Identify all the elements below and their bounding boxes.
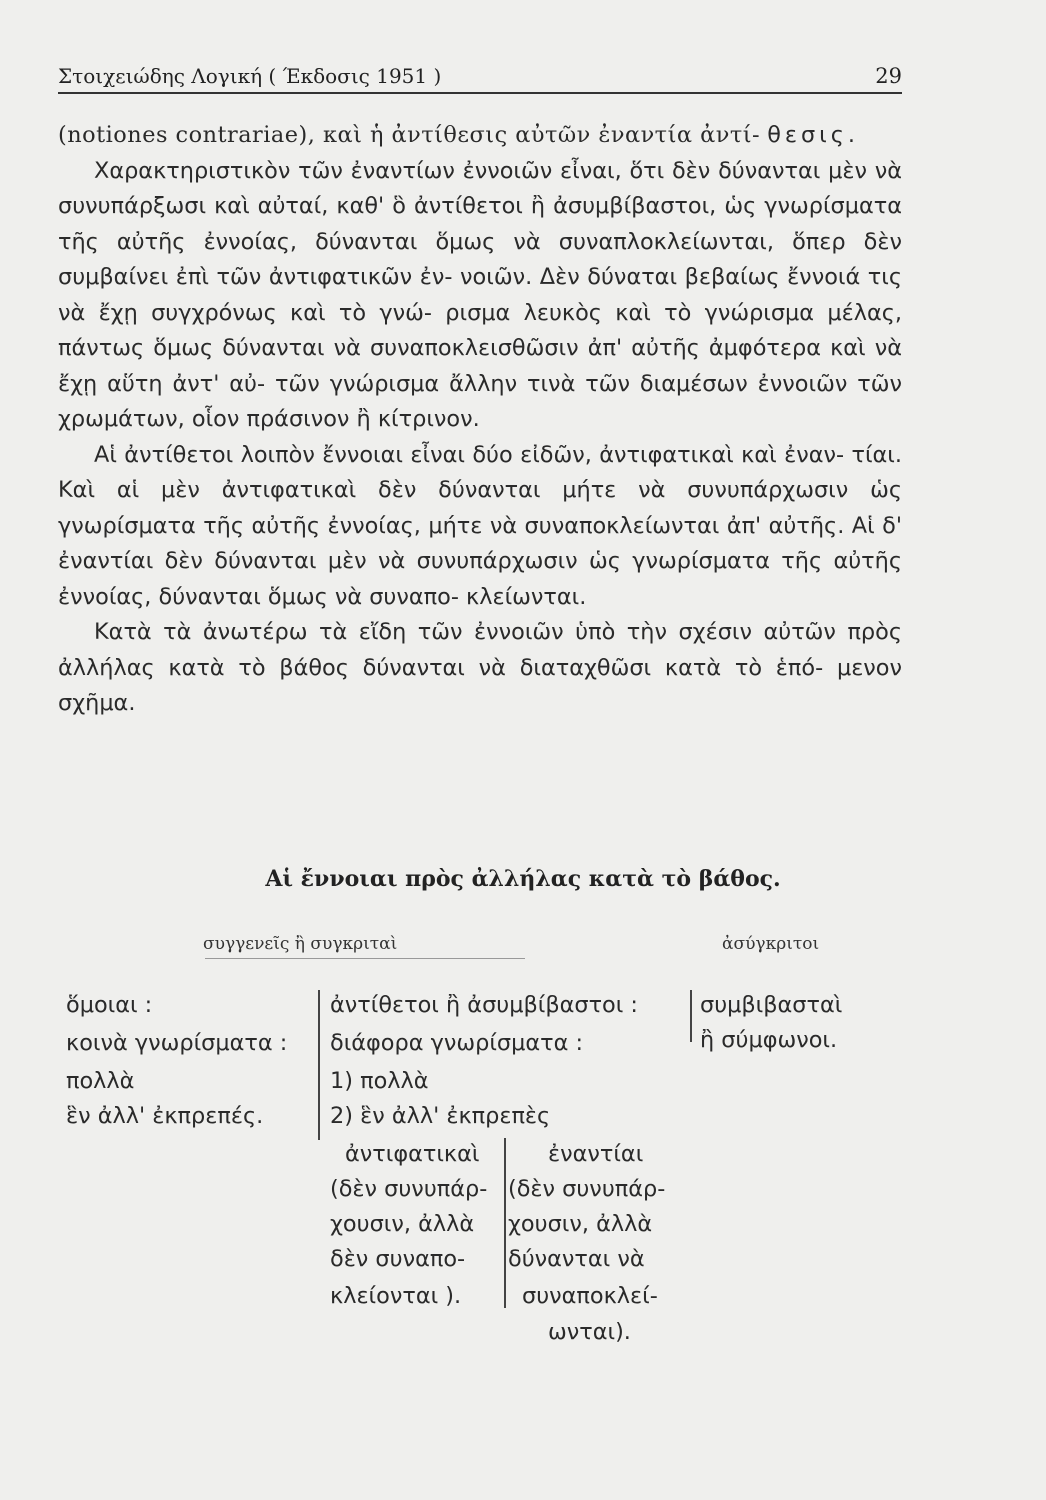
paragraph-characteristic [58, 154, 902, 438]
different-features-label: διάφορα γνωρίσματα : [330, 1030, 583, 1056]
paragraph-scheme-intro [58, 615, 902, 722]
text-line: ὡς γνωρίσματα τῆς αὐτῆς ἐννοίας, δύνανται ὅμως νὰ συναπο- [58, 548, 902, 610]
contrary-line: δύνανται νὰ [508, 1246, 645, 1272]
one-prominent-label: ἓν ἀλλ' ἐκπρεπές. [66, 1103, 264, 1129]
text-line: ὡς γνωρίσματα τῆς αὐτῆς ἐννοίας, μήτε νὰ συναποκλείωνται [58, 477, 902, 539]
contrary-line: ωνται). [548, 1319, 631, 1345]
contradictory-line: (δὲν συνυπάρ- [330, 1176, 488, 1202]
divider-subcols [504, 1138, 506, 1308]
text-line: τίαι. Καὶ αἱ μὲν ἀντιφατικαὶ δὲν δύνανται μήτε νὰ συνυπάρχωσιν [58, 441, 902, 503]
contrary-line: χουσιν, ἀλλὰ [508, 1211, 653, 1237]
text-line: μενον σχῆμα. [58, 654, 903, 716]
text-line: Χαρακτηριστικὸν τῶν ἐναντίων ἐννοιῶν εἶναι, ὅτι δὲν δύνανται [94, 157, 821, 184]
one-prominent-item: 2) ἓν ἀλλ' ἐκπρεπὲς [330, 1103, 551, 1129]
text-line: νοιῶν. Δὲν δύναται βεβαίως ἔννοιά τις νὰ ἔχῃ συγχρόνως καὶ τὸ γνώ- [58, 264, 903, 326]
similar-label: ὅμοιαι : [66, 992, 153, 1018]
contrary-head: ἐναντίαι [548, 1141, 644, 1167]
paragraph-contrary-notions [58, 118, 902, 154]
compatible-label: συμβιβασταὶ [700, 992, 843, 1018]
text-line: πρὸς ἀλλήλας κατὰ τὸ βάθος δύνανται νὰ διαταχθῶσι κατὰ τὸ ἑπό- [58, 619, 902, 681]
divider-col3 [690, 990, 692, 1042]
text-line: νὰ συναπλοκλείωνται, ὅπερ δὲν συμβαίνει ἐπὶ τῶν ἀντιφατικῶν ἐν- [58, 228, 902, 290]
head-underline [205, 958, 525, 959]
many-label: πολλὰ [66, 1068, 135, 1094]
text-line: νὰ συναποκλεισθῶσιν ἀπ' αὐτῆς ἀμφότερα καὶ νὰ ἔχῃ αὕτη ἀντ' αὐ- [58, 335, 903, 397]
many-item: 1) πολλὰ [330, 1068, 429, 1094]
text-line: κλείωνται. [466, 583, 587, 610]
concordant-label: ἢ σύμφωνοι. [700, 1027, 838, 1053]
text-line: Κατὰ τὰ ἀνωτέρω τὰ εἴδη τῶν ἐννοιῶν ὑπὸ τὴν σχέσιν αὐτῶν [94, 619, 836, 645]
contradictory-head: ἀντιφατικαὶ [345, 1141, 480, 1167]
figure-caption: Αἱ ἔννοιαι πρὸς ἀλλήλας κατὰ τὸ βάθος. [265, 866, 781, 892]
common-features-label: κοινὰ γνωρίσματα : [66, 1030, 288, 1056]
text-line: ὡς γνωρίσματα τῆς αὐτῆς ἐννοίας, δύνανται ὅμως [58, 193, 902, 255]
column-head-related: συγγενεῖς ἢ συγκριταὶ [203, 934, 398, 954]
contrary-line: συναποκλεί- [522, 1283, 658, 1309]
running-header [58, 52, 902, 94]
text-line: θεσις. [767, 122, 860, 148]
contradictory-line: κλείονται ). [330, 1283, 462, 1309]
page-number: 29 [875, 64, 902, 88]
text-line: Αἱ ἀντίθετοι λοιπὸν ἔννοιαι εἶναι δύο εἰδῶν, ἀντιφατικαὶ καὶ ἐναν- [94, 441, 845, 468]
contradictory-line: χουσιν, ἀλλὰ [330, 1211, 475, 1237]
book-title: Στοιχειώδης Λογική ( Έκδοσις 1951 ) [58, 64, 442, 88]
body-text [58, 118, 902, 722]
column-head-unrelated: ἀσύγκριτοι [722, 934, 820, 954]
contradictory-line: δὲν συναπο- [330, 1246, 466, 1272]
divider-col1 [318, 990, 320, 1140]
text-line: οἷον πράσινον ἢ κίτρινον. [191, 406, 480, 432]
opposite-label: ἀντίθετοι ἢ ἀσυμβίβαστοι : [330, 992, 638, 1018]
text-line: μὲν νὰ συνυπάρξωσι καὶ αὐταί, καθ' ὃ ἀντίθετοι ἢ ἀσυμβίβαστοι, [58, 157, 902, 219]
paragraph-two-kinds [58, 438, 902, 616]
contrary-line: (δὲν συνυπάρ- [508, 1176, 666, 1202]
text-line: (notiones contrariae), καὶ ἡ ἀντίθεσις αὐτῶν ἐναντία ἀντί- [58, 122, 761, 148]
text-line: τῶν γνώρισμα ἄλλην τινὰ τῶν διαμέσων ἐννοιῶν τῶν χρωμάτων, [58, 370, 902, 432]
text-line: ἀπ' αὐτῆς. Αἱ δ' ἐναντίαι δὲν δύνανται μὲν νὰ συνυπάρχωσιν [58, 512, 902, 574]
text-line: ρισμα λευκὸς καὶ τὸ γνώρισμα μέλας, πάντως ὅμως δύνανται [58, 299, 902, 361]
